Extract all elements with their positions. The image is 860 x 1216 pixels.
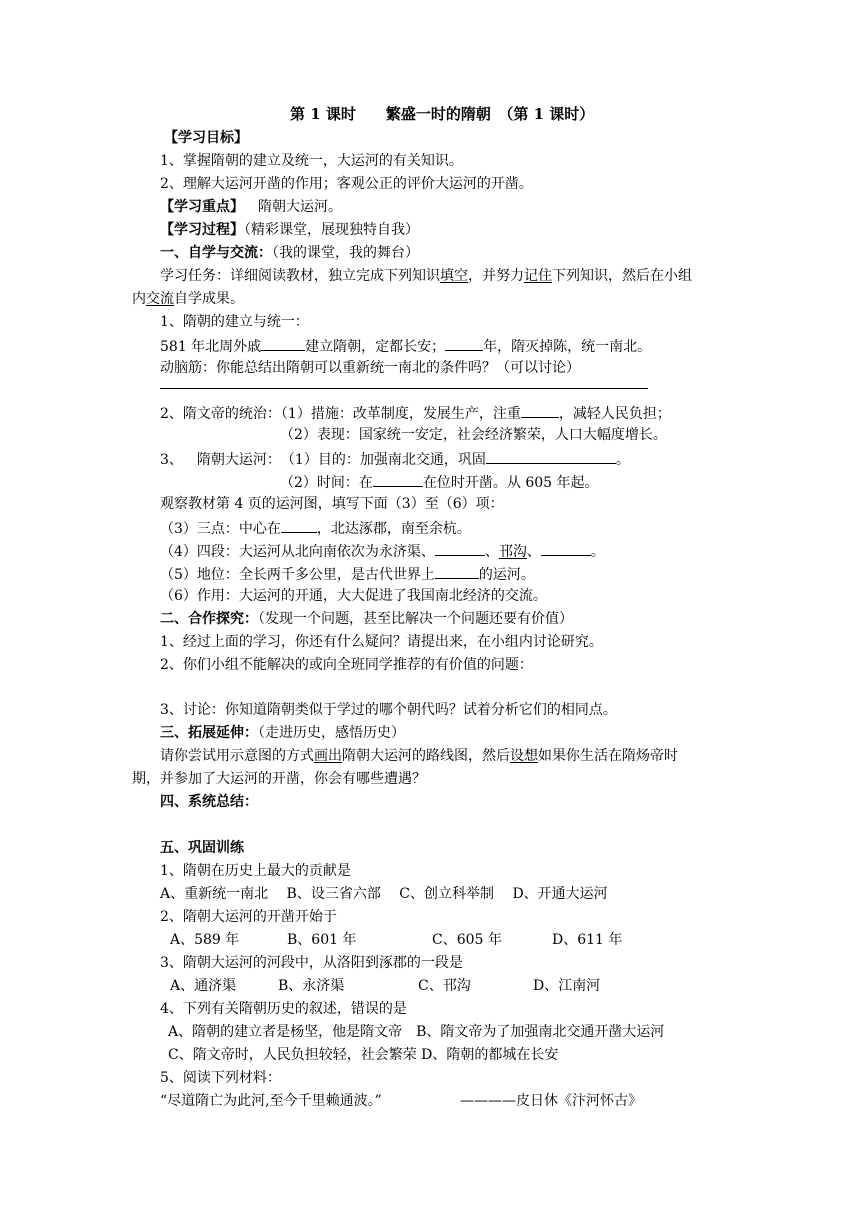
question-number: 3、 — [160, 452, 183, 468]
question-text: 年，隋灭掉陈，统一南北。 — [483, 339, 652, 355]
question-text: ，减轻人民负担； — [558, 406, 671, 422]
task-text: 内 — [132, 291, 146, 307]
goals-heading: 【学习目标】 — [164, 130, 248, 146]
cooperate-3: 3、讨论：你知道隋朝类似于学过的哪个朝代吗？试着分析它们的相同点。 — [160, 702, 617, 718]
section-2-text: （发现一个问题，甚至比解决一个问题还要有价值） — [258, 611, 573, 627]
goal-1: 1、掌握隋朝的建立及统一，大运河的有关知识。 — [160, 153, 463, 169]
question-text: 的运河。 — [478, 567, 535, 583]
exercise-3-option-b: B、永济渠 — [278, 978, 345, 994]
question-3-line-1 — [160, 448, 630, 470]
answer-line[interactable] — [160, 388, 648, 389]
exercise-4-options-1: A、隋朝的建立者是杨坚，他是隋文帝 B、隋文帝为了加强南北交通开凿大运河 — [168, 1024, 665, 1040]
section-4-heading: 四、系统总结： — [160, 794, 258, 810]
extension-text: 请你尝试用示意图的方式 — [160, 748, 314, 764]
task-text: ，并努力 — [468, 268, 524, 284]
question-text: （4）四段：大运河从北向南依次为永济渠、 — [160, 544, 435, 560]
item-6: （6）作用：大运河的开通，大大促进了我国南北经济的交流。 — [160, 588, 547, 604]
item-3 — [160, 517, 471, 539]
question-text: 在位时开凿。从 605 年起。 — [422, 475, 599, 491]
question-1-fill — [160, 335, 651, 357]
section-5-heading: 五、巩固训练 — [160, 840, 244, 856]
section-2-heading: 二、合作探究： — [160, 611, 258, 627]
exercise-3: 3、隋朝大运河的河段中，从洛阳到涿郡的一段是 — [160, 955, 463, 971]
underlined-word: 填空 — [440, 268, 468, 284]
underlined-word: 画出 — [314, 748, 342, 764]
section-1-heading: 一、自学与交流： — [160, 245, 272, 261]
underlined-word: 邗沟 — [498, 544, 527, 560]
extension-line-1 — [160, 746, 678, 766]
key-text: 隋朝大运河。 — [258, 199, 342, 215]
fill-blank[interactable] — [521, 402, 559, 418]
exercise-2-option-c: C、605 年 — [432, 932, 502, 948]
question-text: 建立隋朝，定都长安； — [305, 339, 446, 355]
task-text: 学习任务：详细阅读教材，独立完成下列知识 — [160, 268, 440, 284]
separator: 、 — [484, 544, 499, 560]
separator: 、 — [526, 544, 541, 560]
underlined-word: 记住 — [524, 268, 552, 284]
extension-text: 隋朝大运河的路线图，然后 — [342, 748, 510, 764]
question-text: （5）地位：全长两千多公里，是古代世界上 — [160, 567, 435, 583]
section-3-heading: 三、拓展延伸： — [160, 725, 258, 741]
fill-blank[interactable] — [541, 540, 591, 556]
item-4 — [160, 540, 605, 562]
process-text: （精彩课堂，展现独特自我） — [244, 222, 419, 238]
question-text: 2、隋文帝的统治：（1）措施：改革制度，发展生产，注重 — [160, 406, 521, 422]
question-text: ，北达涿郡，南至余杭。 — [316, 521, 471, 537]
task-text: 下列知识，然后在小组 — [552, 268, 692, 284]
question-text: 。 — [615, 452, 630, 468]
exercise-3-option-a: A、通济渠 — [170, 978, 237, 994]
extension-text: 如果你生活在隋炀帝时 — [538, 748, 678, 764]
section-1-line — [160, 243, 419, 263]
key-heading: 【学习重点】 — [160, 199, 244, 215]
question-2-line-2: （2）表现：国家统一安定，社会经济繁荣，人口大幅度增长。 — [280, 427, 667, 443]
cooperate-1: 1、经过上面的学习，你还有什么疑问？请提出来，在小组内讨论研究。 — [160, 634, 603, 650]
question-text: 581 年北周外戚 — [160, 339, 262, 355]
task-text: 自学成果。 — [174, 291, 244, 307]
cooperate-2: 2、你们小组不能解决的或向全班同学推荐的有价值的问题： — [160, 657, 533, 673]
goal-2: 2、理解大运河开凿的作用；客观公正的评价大运河的开凿。 — [160, 176, 533, 192]
fill-blank[interactable] — [435, 540, 485, 556]
quote-source: ————皮日休《汴河怀古》 — [460, 1093, 642, 1109]
item-5 — [160, 563, 535, 585]
question-1-title: 1、隋朝的建立与统一： — [160, 314, 309, 330]
page-title: 第 1 课时 繁盛一时的隋朝 （第 1 课时） — [290, 105, 595, 123]
section-3-text: （走进历史，感悟历史） — [258, 725, 405, 741]
fill-blank[interactable] — [486, 448, 616, 464]
exercise-2-option-a: A、589 年 — [170, 932, 240, 948]
underlined-word: 交流 — [146, 291, 174, 307]
exercise-1-options: A、重新统一南北 B、设三省六部 C、创立科举制 D、开通大运河 — [160, 886, 608, 902]
exercise-4: 4、下列有关隋朝历史的叙述，错误的是 — [160, 1001, 407, 1017]
exercise-5: 5、阅读下列材料： — [160, 1070, 281, 1086]
fill-blank[interactable] — [281, 517, 317, 533]
fill-blank[interactable] — [435, 563, 479, 579]
process-heading: 【学习过程】 — [160, 222, 244, 238]
exercise-4-options-2: C、隋文帝时，人民负担较轻，社会繁荣 D、隋朝的都城在长安 — [168, 1047, 559, 1063]
extension-line-2: 期，并参加了大运河的开凿，你会有哪些遭遇？ — [132, 771, 426, 787]
brain-teaser: 动脑筋：你能总结出隋朝可以重新统一南北的条件吗？（可以讨论） — [160, 360, 580, 376]
task-line-1 — [160, 266, 692, 286]
fill-blank[interactable] — [373, 471, 423, 487]
exercise-2-option-d: D、611 年 — [552, 932, 623, 948]
fill-blank[interactable] — [445, 335, 483, 351]
section-2-line — [160, 609, 573, 629]
process-line — [160, 220, 419, 240]
exercise-3-option-d: D、江南河 — [533, 978, 601, 994]
observe-instruction: 观察教材第 4 页的运河图，填写下面（3）至（6）项： — [160, 496, 504, 512]
question-text: （2）时间：在 — [280, 475, 373, 491]
fill-blank[interactable] — [261, 335, 305, 351]
task-line-2 — [132, 289, 244, 309]
key-point-line — [160, 197, 342, 217]
question-2-line-1 — [160, 402, 671, 424]
question-text: 。 — [590, 544, 605, 560]
exercise-2: 2、隋朝大运河的开凿开始于 — [160, 909, 337, 925]
question-text: （3）三点：中心在 — [160, 521, 281, 537]
question-text: 隋朝大运河： （1）目的：加强南北交通，巩固 — [196, 452, 486, 468]
underlined-word: 设想 — [510, 748, 538, 764]
quote: “尽道隋亡为此河,至今千里赖通波。” — [160, 1093, 382, 1109]
exercise-3-option-c: C、邗沟 — [418, 978, 471, 994]
question-3-line-2 — [280, 471, 599, 493]
section-3-line — [160, 723, 405, 743]
exercise-1: 1、隋朝在历史上最大的贡献是 — [160, 863, 351, 879]
exercise-2-option-b: B、601 年 — [287, 932, 357, 948]
section-1-text: （我的课堂，我的舞台） — [272, 245, 419, 261]
